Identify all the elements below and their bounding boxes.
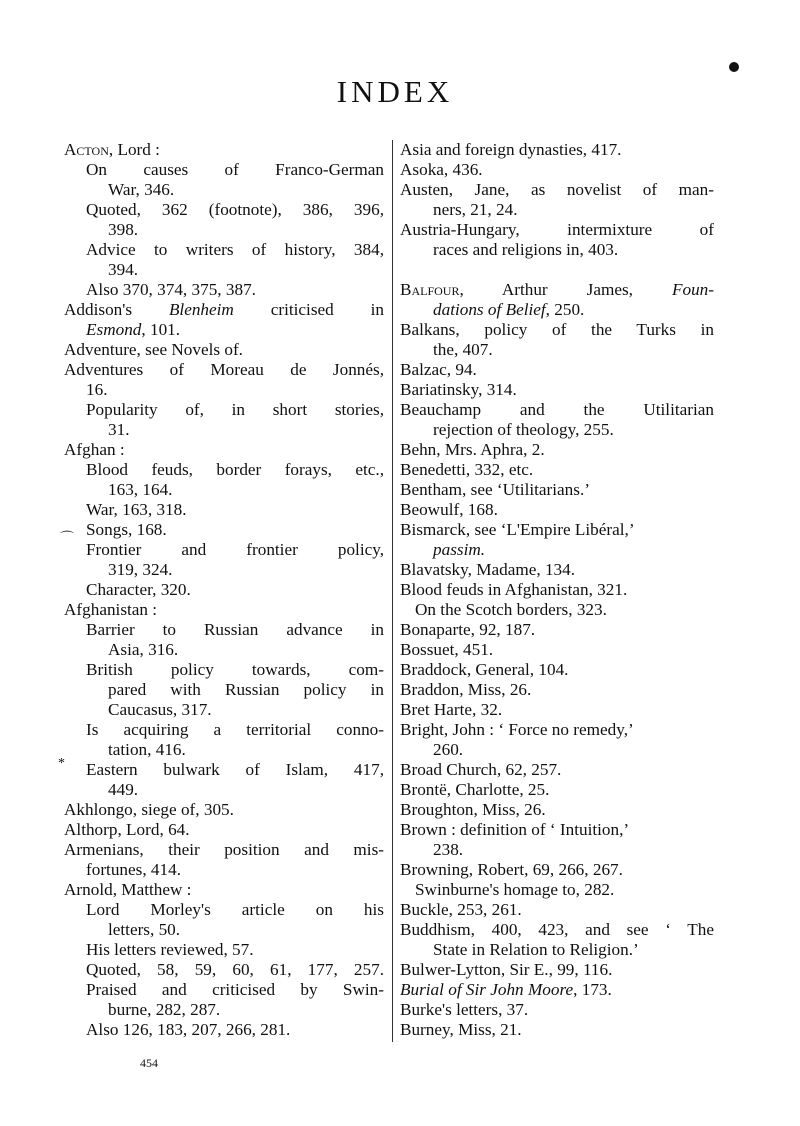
- index-line: [400, 940, 714, 960]
- index-text: pared with Russian policy in: [108, 680, 384, 699]
- index-text: Also 370, 374, 375, 387.: [86, 280, 256, 299]
- index-text: Beowulf, 168.: [400, 500, 498, 519]
- index-text: Bariatinsky, 314.: [400, 380, 517, 399]
- index-line: [400, 760, 714, 780]
- index-line: [64, 780, 384, 800]
- index-text: Armenians, their position and mis-: [64, 840, 384, 859]
- index-text: Bentham, see ‘Utilitarians.’: [400, 480, 590, 499]
- index-text: fortunes, 414.: [86, 860, 181, 879]
- index-text: 260.: [433, 740, 464, 759]
- index-text: State in Relation to Religion.’: [433, 940, 639, 959]
- index-text: Also 126, 183, 207, 266, 281.: [86, 1020, 291, 1039]
- index-line: [400, 540, 714, 560]
- index-line: [64, 140, 384, 160]
- index-line: [64, 300, 384, 320]
- index-line: [400, 400, 714, 420]
- index-text: the, 407.: [433, 340, 493, 359]
- index-text: Buckle, 253, 261.: [400, 900, 522, 919]
- index-line: [64, 1000, 384, 1020]
- index-text: Brontë, Charlotte, 25.: [400, 780, 550, 799]
- index-line: [400, 340, 714, 360]
- index-line: [400, 580, 714, 600]
- index-line: [400, 840, 714, 860]
- index-line: [400, 240, 714, 260]
- index-text: On causes of Franco-German: [86, 160, 384, 179]
- index-line: [64, 860, 384, 880]
- index-line: [64, 680, 384, 700]
- index-line: [64, 880, 384, 900]
- index-text: Brown : definition of ‘ Intuition,’: [400, 820, 630, 839]
- index-line: [64, 600, 384, 620]
- index-line: [400, 1000, 714, 1020]
- index-text: Quoted, 362 (footnote), 386, 396,: [86, 200, 384, 219]
- index-line: [64, 160, 384, 180]
- index-line: [400, 820, 714, 840]
- index-text: Barrier to Russian advance in: [86, 620, 384, 639]
- index-line: [64, 900, 384, 920]
- index-text: Blood feuds, border forays, etc.,: [86, 460, 384, 479]
- index-text: Swinburne's homage to, 282.: [415, 880, 615, 899]
- index-text: Balzac, 94.: [400, 360, 477, 379]
- page-title: INDEX: [336, 74, 454, 109]
- index-text: Blenheim: [168, 300, 234, 319]
- index-column-right: [400, 140, 714, 1040]
- index-line: [64, 440, 384, 460]
- index-line: [400, 160, 714, 180]
- index-text: War, 163, 318.: [86, 500, 187, 519]
- index-text: His letters reviewed, 57.: [86, 940, 254, 959]
- index-line: [64, 760, 384, 780]
- index-line: [400, 980, 714, 1000]
- index-text: dations of Belief: [433, 300, 546, 319]
- index-line: [400, 180, 714, 200]
- index-line: [400, 740, 714, 760]
- index-text: Buddhism, 400, 423, and see ‘ The: [400, 920, 714, 939]
- index-line: [400, 420, 714, 440]
- index-text: 31.: [108, 420, 130, 439]
- index-text: Burney, Miss, 21.: [400, 1020, 522, 1039]
- index-text: 449.: [108, 780, 139, 799]
- index-text: , 101.: [141, 320, 181, 339]
- index-line: [64, 920, 384, 940]
- index-line: [64, 620, 384, 640]
- index-line: [64, 580, 384, 600]
- index-line: [400, 440, 714, 460]
- index-line: [64, 660, 384, 680]
- index-text: letters, 50.: [108, 920, 181, 939]
- index-text: Addison's: [64, 300, 169, 319]
- index-text: Afghan :: [64, 440, 125, 459]
- index-line: [400, 640, 714, 660]
- index-text: Blavatsky, Madame, 134.: [400, 560, 576, 579]
- index-text: Austria-Hungary, intermixture of: [400, 220, 714, 239]
- index-text: Praised and criticised by Swin-: [86, 980, 384, 999]
- index-text: Benedetti, 332, etc.: [400, 460, 534, 479]
- index-text: 319, 324.: [108, 560, 173, 579]
- index-text: burne, 282, 287.: [108, 1000, 221, 1019]
- index-text: Balfour: [400, 280, 460, 299]
- index-text: Balkans, policy of the Turks in: [400, 320, 714, 339]
- index-text: 163, 164.: [108, 480, 173, 499]
- index-line: [400, 500, 714, 520]
- index-line: [64, 280, 384, 300]
- index-text: , 173.: [573, 980, 612, 999]
- index-line: [64, 520, 384, 540]
- index-line: [400, 680, 714, 700]
- index-text: Foun-: [671, 280, 714, 299]
- index-line: [400, 560, 714, 580]
- index-text: Asia, 316.: [108, 640, 179, 659]
- index-text: , Arthur James,: [459, 280, 672, 299]
- index-line: [400, 1020, 714, 1040]
- index-line: [64, 380, 384, 400]
- index-line: [64, 800, 384, 820]
- index-text: , Lord :: [108, 140, 160, 159]
- index-line: [64, 560, 384, 580]
- index-line: [64, 700, 384, 720]
- index-text: Behn, Mrs. Aphra, 2.: [400, 440, 545, 459]
- index-text: Eastern bulwark of Islam, 417,: [86, 760, 384, 779]
- index-line: [400, 260, 714, 280]
- index-text: 16.: [86, 380, 108, 399]
- index-line: [400, 880, 714, 900]
- index-line: [64, 960, 384, 980]
- index-text: Caucasus, 317.: [108, 700, 212, 719]
- index-line: [64, 820, 384, 840]
- index-line: [400, 480, 714, 500]
- index-line: [64, 720, 384, 740]
- index-text: , 250.: [545, 300, 585, 319]
- index-text: Character, 320.: [86, 580, 191, 599]
- index-line: [64, 400, 384, 420]
- index-text: rejection of theology, 255.: [433, 420, 614, 439]
- index-text: War, 346.: [108, 180, 175, 199]
- index-line: [64, 940, 384, 960]
- index-text: Frontier and frontier policy,: [86, 540, 384, 559]
- index-text: Is acquiring a territorial conno-: [86, 720, 384, 739]
- index-line: [64, 320, 384, 340]
- index-text: criticised in: [233, 300, 384, 319]
- index-text: Bulwer-Lytton, Sir E., 99, 116.: [400, 960, 613, 979]
- index-text: Bright, John : ‘ Force no remedy,’: [400, 720, 634, 739]
- index-line: [64, 540, 384, 560]
- index-line: [64, 240, 384, 260]
- index-text: Braddock, General, 104.: [400, 660, 569, 679]
- index-line: [64, 460, 384, 480]
- index-line: [400, 460, 714, 480]
- index-line: [64, 500, 384, 520]
- index-line: [400, 720, 714, 740]
- index-text: 398.: [108, 220, 139, 239]
- index-text: Popularity of, in short stories,: [86, 400, 384, 419]
- index-line: [400, 700, 714, 720]
- index-line: [64, 420, 384, 440]
- ink-dot: [729, 62, 739, 72]
- index-text: Althorp, Lord, 64.: [64, 820, 190, 839]
- index-text: Bismarck, see ‘L'Empire Libéral,’: [400, 520, 635, 539]
- index-text: Broad Church, 62, 257.: [400, 760, 562, 779]
- index-text: Blood feuds in Afghanistan, 321.: [400, 580, 628, 599]
- page-number: 454: [140, 1056, 158, 1070]
- column-divider: [392, 140, 393, 1042]
- index-line: [400, 200, 714, 220]
- index-text: Adventures of Moreau de Jonnés,: [64, 360, 384, 379]
- index-line: [64, 180, 384, 200]
- index-line: [64, 640, 384, 660]
- index-line: [64, 1020, 384, 1040]
- index-column-left: [64, 140, 384, 1040]
- index-text: Quoted, 58, 59, 60, 61, 177, 257.: [86, 960, 384, 979]
- index-text: ners, 21, 24.: [433, 200, 518, 219]
- index-line: [64, 260, 384, 280]
- index-line: [400, 360, 714, 380]
- index-text: Asoka, 436.: [400, 160, 483, 179]
- index-line: [64, 220, 384, 240]
- index-line: [64, 480, 384, 500]
- index-text: Arnold, Matthew :: [64, 880, 192, 899]
- index-text: Burke's letters, 37.: [400, 1000, 529, 1019]
- index-text: Braddon, Miss, 26.: [400, 680, 532, 699]
- index-text: Lord Morley's article on his: [86, 900, 384, 919]
- index-line: [400, 900, 714, 920]
- index-text: Austen, Jane, as novelist of man-: [400, 180, 714, 199]
- index-line: [64, 340, 384, 360]
- index-line: [400, 320, 714, 340]
- index-text: tation, 416.: [108, 740, 186, 759]
- index-line: [400, 220, 714, 240]
- index-line: [400, 140, 714, 160]
- index-line: [400, 600, 714, 620]
- index-text: Asia and foreign dynasties, 417.: [400, 140, 622, 159]
- index-text: Esmond: [86, 320, 142, 339]
- index-text: Browning, Robert, 69, 266, 267.: [400, 860, 623, 879]
- margin-asterisk-mark: *: [58, 756, 65, 771]
- index-text: Broughton, Miss, 26.: [400, 800, 546, 819]
- index-line: [64, 740, 384, 760]
- index-line: [400, 860, 714, 880]
- index-line: [400, 780, 714, 800]
- index-text: Afghanistan :: [64, 600, 158, 619]
- index-text: Beauchamp and the Utilitarian: [400, 400, 714, 419]
- index-text: Burial of Sir John Moore: [400, 980, 574, 999]
- index-line: [400, 520, 714, 540]
- index-text: Acton: [64, 140, 109, 159]
- index-text: 238.: [433, 840, 464, 859]
- index-line: [400, 920, 714, 940]
- index-line: [64, 200, 384, 220]
- index-line: [400, 800, 714, 820]
- index-line: [64, 360, 384, 380]
- index-line: [400, 380, 714, 400]
- index-text: Bossuet, 451.: [400, 640, 494, 659]
- index-text: Bret Harte, 32.: [400, 700, 503, 719]
- index-line: [400, 300, 714, 320]
- index-line: [64, 980, 384, 1000]
- index-text: passim.: [433, 540, 486, 559]
- index-text: races and religions in, 403.: [433, 240, 619, 259]
- index-line: [400, 280, 714, 300]
- margin-mark: ⌒: [60, 532, 74, 547]
- index-line: [64, 840, 384, 860]
- index-text: 394.: [108, 260, 139, 279]
- index-line: [400, 620, 714, 640]
- index-text: Songs, 168.: [86, 520, 167, 539]
- index-text: Advice to writers of history, 384,: [86, 240, 384, 259]
- index-text: Adventure, see Novels of.: [64, 340, 243, 359]
- index-text: British policy towards, com-: [86, 660, 384, 679]
- index-text: On the Scotch borders, 323.: [415, 600, 607, 619]
- index-text: Bonaparte, 92, 187.: [400, 620, 536, 639]
- index-line: [400, 660, 714, 680]
- index-text: Akhlongo, siege of, 305.: [64, 800, 234, 819]
- index-line: [400, 960, 714, 980]
